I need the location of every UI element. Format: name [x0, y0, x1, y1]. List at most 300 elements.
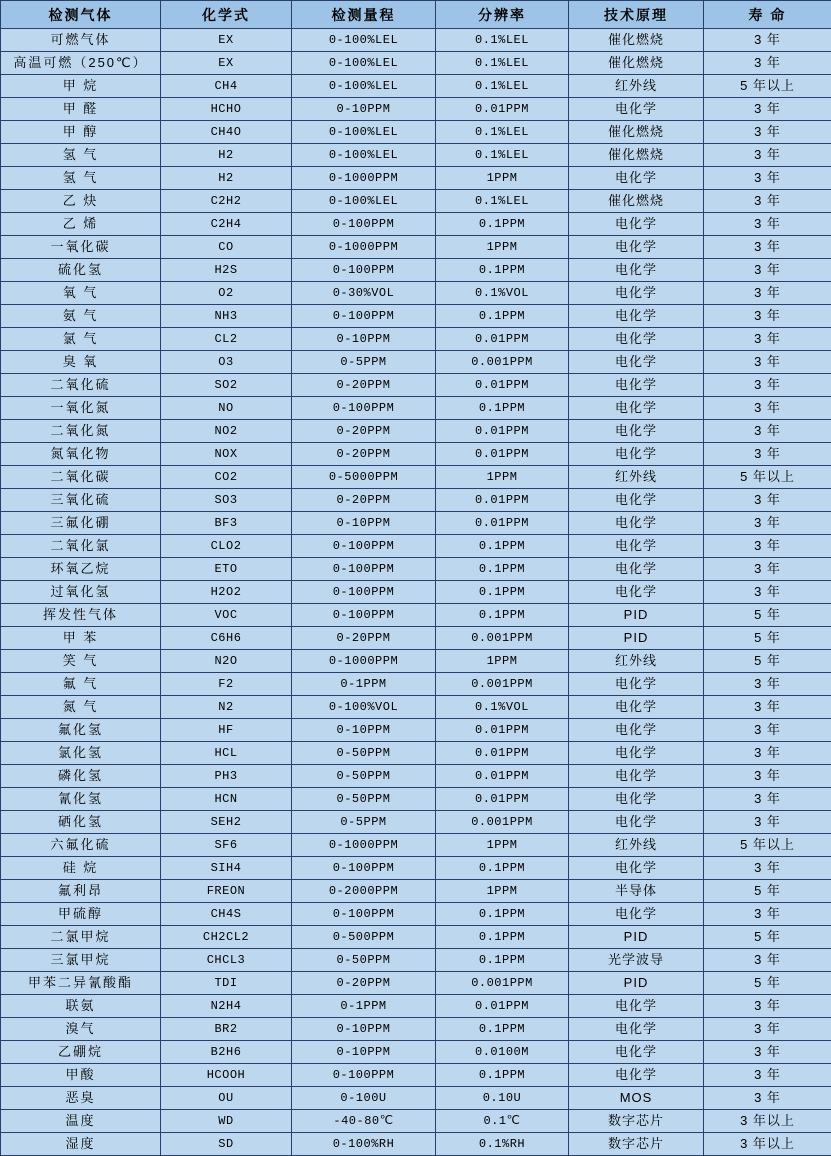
table-row — [1, 1133, 831, 1156]
cell-gas-name: 三氟化硼 — [1, 512, 161, 535]
table-row — [1, 121, 831, 144]
cell-gas-name: 氯 气 — [1, 328, 161, 351]
cell-chemical-formula: C2H4 — [161, 213, 292, 236]
cell-technology: PID — [569, 627, 704, 650]
cell-chemical-formula: CH4 — [161, 75, 292, 98]
cell-detection-range: 0-1PPM — [292, 995, 436, 1018]
table-row — [1, 489, 831, 512]
cell-chemical-formula: CO — [161, 236, 292, 259]
cell-detection-range: 0-20PPM — [292, 489, 436, 512]
table-row — [1, 397, 831, 420]
cell-chemical-formula: C6H6 — [161, 627, 292, 650]
cell-resolution: 0.1PPM — [436, 857, 569, 880]
cell-resolution: 0.1%LEL — [436, 144, 569, 167]
cell-lifespan: 5 年以上 — [704, 466, 831, 489]
cell-resolution: 0.1PPM — [436, 1018, 569, 1041]
cell-chemical-formula: C2H2 — [161, 190, 292, 213]
table-row — [1, 512, 831, 535]
cell-detection-range: 0-100PPM — [292, 903, 436, 926]
cell-lifespan: 3 年 — [704, 282, 831, 305]
cell-resolution: 0.1%LEL — [436, 75, 569, 98]
cell-technology: 电化学 — [569, 558, 704, 581]
cell-technology: 红外线 — [569, 650, 704, 673]
cell-lifespan: 3 年 — [704, 857, 831, 880]
cell-detection-range: 0-20PPM — [292, 972, 436, 995]
cell-detection-range: 0-30%VOL — [292, 282, 436, 305]
cell-technology: 电化学 — [569, 857, 704, 880]
cell-gas-name: 氯化氢 — [1, 742, 161, 765]
cell-detection-range: 0-100%LEL — [292, 52, 436, 75]
cell-lifespan: 3 年 — [704, 558, 831, 581]
cell-resolution: 0.001PPM — [436, 351, 569, 374]
cell-resolution: 0.1PPM — [436, 213, 569, 236]
cell-gas-name: 氰化氢 — [1, 788, 161, 811]
cell-technology: 数字芯片 — [569, 1110, 704, 1133]
cell-technology: 电化学 — [569, 213, 704, 236]
cell-chemical-formula: BR2 — [161, 1018, 292, 1041]
cell-resolution: 1PPM — [436, 880, 569, 903]
cell-chemical-formula: N2O — [161, 650, 292, 673]
cell-chemical-formula: SD — [161, 1133, 292, 1156]
cell-lifespan: 3 年 — [704, 328, 831, 351]
cell-chemical-formula: NO — [161, 397, 292, 420]
cell-detection-range: 0-50PPM — [292, 788, 436, 811]
cell-detection-range: 0-1000PPM — [292, 834, 436, 857]
table-row — [1, 29, 831, 52]
cell-gas-name: 挥发性气体 — [1, 604, 161, 627]
cell-technology: 电化学 — [569, 236, 704, 259]
table-row — [1, 604, 831, 627]
cell-gas-name: 溴气 — [1, 1018, 161, 1041]
cell-detection-range: 0-20PPM — [292, 420, 436, 443]
cell-resolution: 0.01PPM — [436, 719, 569, 742]
cell-chemical-formula: HF — [161, 719, 292, 742]
cell-chemical-formula: O2 — [161, 282, 292, 305]
table-row — [1, 1064, 831, 1087]
cell-technology: MOS — [569, 1087, 704, 1110]
cell-technology: 红外线 — [569, 834, 704, 857]
cell-gas-name: 氟利昂 — [1, 880, 161, 903]
cell-lifespan: 3 年 — [704, 259, 831, 282]
table-row — [1, 742, 831, 765]
cell-detection-range: 0-10PPM — [292, 328, 436, 351]
cell-gas-name: 二氧化硫 — [1, 374, 161, 397]
table-row — [1, 880, 831, 903]
cell-lifespan: 5 年 — [704, 650, 831, 673]
table-row — [1, 167, 831, 190]
cell-gas-name: 二氧化氯 — [1, 535, 161, 558]
cell-technology: 电化学 — [569, 282, 704, 305]
cell-gas-name: 二氧化碳 — [1, 466, 161, 489]
cell-technology: 催化燃烧 — [569, 190, 704, 213]
cell-detection-range: 0-10PPM — [292, 512, 436, 535]
cell-detection-range: 0-100PPM — [292, 1064, 436, 1087]
cell-technology: 电化学 — [569, 535, 704, 558]
table-row — [1, 305, 831, 328]
cell-detection-range: 0-20PPM — [292, 374, 436, 397]
cell-lifespan: 5 年以上 — [704, 834, 831, 857]
cell-resolution: 0.1%VOL — [436, 282, 569, 305]
cell-chemical-formula: H2O2 — [161, 581, 292, 604]
cell-chemical-formula: CL2 — [161, 328, 292, 351]
table-row — [1, 1041, 831, 1064]
cell-chemical-formula: O3 — [161, 351, 292, 374]
cell-gas-name: 六氟化硫 — [1, 834, 161, 857]
cell-technology: 光学波导 — [569, 949, 704, 972]
cell-chemical-formula: OU — [161, 1087, 292, 1110]
table-header-row — [1, 1, 831, 29]
cell-lifespan: 3 年 — [704, 443, 831, 466]
cell-resolution: 0.1℃ — [436, 1110, 569, 1133]
cell-gas-name: 可燃气体 — [1, 29, 161, 52]
cell-resolution: 0.1PPM — [436, 397, 569, 420]
cell-lifespan: 5 年 — [704, 972, 831, 995]
cell-resolution: 0.1PPM — [436, 949, 569, 972]
cell-resolution: 0.01PPM — [436, 742, 569, 765]
cell-gas-name: 甲苯二异氰酸酯 — [1, 972, 161, 995]
table-row — [1, 1018, 831, 1041]
cell-chemical-formula: SEH2 — [161, 811, 292, 834]
table-row — [1, 52, 831, 75]
cell-lifespan: 3 年 — [704, 535, 831, 558]
cell-gas-name: 乙 烯 — [1, 213, 161, 236]
cell-detection-range: 0-100PPM — [292, 581, 436, 604]
cell-chemical-formula: HCHO — [161, 98, 292, 121]
cell-resolution: 0.1PPM — [436, 259, 569, 282]
cell-chemical-formula: H2 — [161, 144, 292, 167]
cell-chemical-formula: B2H6 — [161, 1041, 292, 1064]
cell-technology: 电化学 — [569, 397, 704, 420]
table-row — [1, 98, 831, 121]
cell-lifespan: 3 年 — [704, 696, 831, 719]
cell-resolution: 0.01PPM — [436, 98, 569, 121]
table-row — [1, 535, 831, 558]
cell-resolution: 0.01PPM — [436, 788, 569, 811]
cell-technology: 电化学 — [569, 742, 704, 765]
cell-technology: 电化学 — [569, 328, 704, 351]
cell-lifespan: 3 年 — [704, 144, 831, 167]
cell-gas-name: 氮 气 — [1, 696, 161, 719]
cell-chemical-formula: NH3 — [161, 305, 292, 328]
cell-gas-name: 一氧化氮 — [1, 397, 161, 420]
cell-detection-range: 0-50PPM — [292, 742, 436, 765]
cell-resolution: 0.001PPM — [436, 972, 569, 995]
cell-chemical-formula: WD — [161, 1110, 292, 1133]
cell-resolution: 0.1%LEL — [436, 121, 569, 144]
table-row — [1, 1087, 831, 1110]
cell-lifespan: 3 年 — [704, 213, 831, 236]
cell-resolution: 0.1PPM — [436, 558, 569, 581]
cell-gas-name: 甲 苯 — [1, 627, 161, 650]
cell-technology: 催化燃烧 — [569, 29, 704, 52]
cell-resolution: 0.001PPM — [436, 673, 569, 696]
cell-resolution: 0.01PPM — [436, 765, 569, 788]
cell-lifespan: 5 年 — [704, 926, 831, 949]
cell-gas-name: 三氧化硫 — [1, 489, 161, 512]
cell-technology: 催化燃烧 — [569, 121, 704, 144]
cell-detection-range: 0-100%LEL — [292, 190, 436, 213]
cell-chemical-formula: N2 — [161, 696, 292, 719]
cell-gas-name: 乙硼烷 — [1, 1041, 161, 1064]
table-row — [1, 949, 831, 972]
cell-lifespan: 3 年 — [704, 121, 831, 144]
table-row — [1, 673, 831, 696]
table-row — [1, 351, 831, 374]
cell-chemical-formula: SO2 — [161, 374, 292, 397]
column-header-detection-range: 检测量程 — [292, 1, 436, 29]
cell-technology: 电化学 — [569, 98, 704, 121]
cell-detection-range: 0-500PPM — [292, 926, 436, 949]
table-row — [1, 857, 831, 880]
table-row — [1, 420, 831, 443]
cell-detection-range: 0-5000PPM — [292, 466, 436, 489]
cell-lifespan: 3 年 — [704, 167, 831, 190]
cell-lifespan: 5 年 — [704, 627, 831, 650]
cell-chemical-formula: CH2CL2 — [161, 926, 292, 949]
table-row — [1, 650, 831, 673]
cell-technology: 催化燃烧 — [569, 144, 704, 167]
cell-lifespan: 3 年 — [704, 765, 831, 788]
cell-lifespan: 3 年 — [704, 949, 831, 972]
cell-detection-range: 0-100PPM — [292, 558, 436, 581]
cell-chemical-formula: N2H4 — [161, 995, 292, 1018]
cell-lifespan: 3 年 — [704, 489, 831, 512]
table-row — [1, 213, 831, 236]
cell-technology: 电化学 — [569, 305, 704, 328]
cell-chemical-formula: F2 — [161, 673, 292, 696]
cell-chemical-formula: NOX — [161, 443, 292, 466]
cell-technology: 电化学 — [569, 673, 704, 696]
cell-resolution: 0.01PPM — [436, 328, 569, 351]
cell-resolution: 0.1PPM — [436, 903, 569, 926]
cell-lifespan: 3 年 — [704, 236, 831, 259]
table-row — [1, 972, 831, 995]
cell-chemical-formula: SO3 — [161, 489, 292, 512]
cell-technology: 电化学 — [569, 581, 704, 604]
cell-detection-range: 0-1PPM — [292, 673, 436, 696]
cell-lifespan: 3 年 — [704, 351, 831, 374]
table-row — [1, 834, 831, 857]
cell-gas-name: 过氧化氢 — [1, 581, 161, 604]
cell-technology: 半导体 — [569, 880, 704, 903]
cell-technology: 电化学 — [569, 788, 704, 811]
cell-technology: PID — [569, 926, 704, 949]
column-header-chemical-formula: 化学式 — [161, 1, 292, 29]
column-header-resolution: 分辨率 — [436, 1, 569, 29]
cell-resolution: 0.01PPM — [436, 420, 569, 443]
cell-detection-range: 0-100PPM — [292, 213, 436, 236]
cell-resolution: 0.001PPM — [436, 811, 569, 834]
cell-resolution: 0.001PPM — [436, 627, 569, 650]
cell-gas-name: 硅 烷 — [1, 857, 161, 880]
cell-gas-name: 臭 氧 — [1, 351, 161, 374]
cell-detection-range: 0-100%VOL — [292, 696, 436, 719]
cell-technology: 电化学 — [569, 696, 704, 719]
cell-gas-name: 一氧化碳 — [1, 236, 161, 259]
cell-detection-range: 0-1000PPM — [292, 236, 436, 259]
cell-detection-range: 0-100%LEL — [292, 29, 436, 52]
cell-chemical-formula: HCOOH — [161, 1064, 292, 1087]
cell-lifespan: 3 年 — [704, 1087, 831, 1110]
cell-technology: 电化学 — [569, 995, 704, 1018]
cell-resolution: 1PPM — [436, 466, 569, 489]
cell-technology: 电化学 — [569, 903, 704, 926]
table-row — [1, 1110, 831, 1133]
column-header-lifespan: 寿 命 — [704, 1, 831, 29]
cell-resolution: 0.1PPM — [436, 1064, 569, 1087]
cell-detection-range: 0-20PPM — [292, 627, 436, 650]
cell-detection-range: 0-100PPM — [292, 397, 436, 420]
cell-technology: 红外线 — [569, 466, 704, 489]
cell-detection-range: 0-50PPM — [292, 765, 436, 788]
cell-lifespan: 5 年 — [704, 880, 831, 903]
cell-chemical-formula: ETO — [161, 558, 292, 581]
cell-lifespan: 3 年 — [704, 788, 831, 811]
cell-chemical-formula: VOC — [161, 604, 292, 627]
cell-resolution: 0.01PPM — [436, 995, 569, 1018]
cell-chemical-formula: CHCL3 — [161, 949, 292, 972]
cell-detection-range: 0-100PPM — [292, 259, 436, 282]
cell-chemical-formula: PH3 — [161, 765, 292, 788]
cell-detection-range: 0-10PPM — [292, 719, 436, 742]
cell-gas-name: 联氨 — [1, 995, 161, 1018]
cell-chemical-formula: BF3 — [161, 512, 292, 535]
cell-lifespan: 3 年 — [704, 305, 831, 328]
table-row — [1, 75, 831, 98]
cell-technology: 电化学 — [569, 489, 704, 512]
cell-lifespan: 3 年以上 — [704, 1110, 831, 1133]
cell-resolution: 0.1PPM — [436, 581, 569, 604]
cell-lifespan: 3 年 — [704, 374, 831, 397]
cell-detection-range: 0-1000PPM — [292, 167, 436, 190]
table-row — [1, 236, 831, 259]
table-row — [1, 903, 831, 926]
cell-technology: 电化学 — [569, 1018, 704, 1041]
cell-resolution: 0.01PPM — [436, 489, 569, 512]
cell-gas-name: 二氯甲烷 — [1, 926, 161, 949]
table-row — [1, 558, 831, 581]
table-row — [1, 581, 831, 604]
cell-gas-name: 二氧化氮 — [1, 420, 161, 443]
cell-technology: 电化学 — [569, 811, 704, 834]
cell-resolution: 0.10U — [436, 1087, 569, 1110]
cell-lifespan: 5 年以上 — [704, 75, 831, 98]
cell-gas-name: 磷化氢 — [1, 765, 161, 788]
cell-gas-name: 甲酸 — [1, 1064, 161, 1087]
cell-detection-range: 0-10PPM — [292, 98, 436, 121]
cell-chemical-formula: CO2 — [161, 466, 292, 489]
cell-lifespan: 3 年 — [704, 512, 831, 535]
cell-lifespan: 3 年以上 — [704, 1133, 831, 1156]
cell-gas-name: 甲 烷 — [1, 75, 161, 98]
cell-detection-range: 0-100%LEL — [292, 144, 436, 167]
cell-resolution: 0.1PPM — [436, 604, 569, 627]
cell-gas-name: 氧 气 — [1, 282, 161, 305]
cell-chemical-formula: SIH4 — [161, 857, 292, 880]
cell-resolution: 0.1%LEL — [436, 29, 569, 52]
cell-detection-range: 0-5PPM — [292, 811, 436, 834]
cell-lifespan: 3 年 — [704, 903, 831, 926]
table-body — [1, 29, 831, 1156]
cell-gas-name: 乙 炔 — [1, 190, 161, 213]
column-header-gas-name: 检测气体 — [1, 1, 161, 29]
cell-lifespan: 5 年 — [704, 604, 831, 627]
cell-technology: 电化学 — [569, 443, 704, 466]
cell-chemical-formula: EX — [161, 29, 292, 52]
cell-detection-range: 0-100PPM — [292, 535, 436, 558]
cell-technology: 电化学 — [569, 420, 704, 443]
cell-technology: PID — [569, 972, 704, 995]
cell-lifespan: 3 年 — [704, 29, 831, 52]
cell-chemical-formula: H2S — [161, 259, 292, 282]
table-row — [1, 443, 831, 466]
cell-detection-range: 0-100PPM — [292, 305, 436, 328]
cell-gas-name: 高温可燃（250℃） — [1, 52, 161, 75]
column-header-technology: 技术原理 — [569, 1, 704, 29]
cell-technology: PID — [569, 604, 704, 627]
cell-detection-range: 0-100PPM — [292, 857, 436, 880]
cell-gas-name: 氟 气 — [1, 673, 161, 696]
cell-technology: 数字芯片 — [569, 1133, 704, 1156]
cell-detection-range: 0-2000PPM — [292, 880, 436, 903]
cell-detection-range: 0-1000PPM — [292, 650, 436, 673]
table-row — [1, 719, 831, 742]
cell-lifespan: 3 年 — [704, 98, 831, 121]
cell-detection-range: 0-100%LEL — [292, 75, 436, 98]
cell-gas-name: 甲 醇 — [1, 121, 161, 144]
cell-lifespan: 3 年 — [704, 190, 831, 213]
cell-chemical-formula: FREON — [161, 880, 292, 903]
cell-gas-name: 温度 — [1, 1110, 161, 1133]
table-row — [1, 995, 831, 1018]
cell-gas-name: 氢 气 — [1, 167, 161, 190]
cell-resolution: 0.1%LEL — [436, 52, 569, 75]
cell-gas-name: 甲硫醇 — [1, 903, 161, 926]
table-row — [1, 696, 831, 719]
cell-lifespan: 3 年 — [704, 52, 831, 75]
cell-resolution: 1PPM — [436, 236, 569, 259]
cell-gas-name: 恶臭 — [1, 1087, 161, 1110]
cell-resolution: 0.1PPM — [436, 926, 569, 949]
table-row — [1, 926, 831, 949]
cell-technology: 红外线 — [569, 75, 704, 98]
cell-gas-name: 笑 气 — [1, 650, 161, 673]
table-row — [1, 328, 831, 351]
cell-resolution: 0.1PPM — [436, 305, 569, 328]
cell-resolution: 0.1PPM — [436, 535, 569, 558]
cell-chemical-formula: NO2 — [161, 420, 292, 443]
cell-lifespan: 3 年 — [704, 420, 831, 443]
cell-gas-name: 硫化氢 — [1, 259, 161, 282]
cell-chemical-formula: SF6 — [161, 834, 292, 857]
cell-chemical-formula: CH4S — [161, 903, 292, 926]
table-row — [1, 811, 831, 834]
cell-resolution: 1PPM — [436, 650, 569, 673]
cell-gas-name: 氢 气 — [1, 144, 161, 167]
cell-resolution: 0.1%RH — [436, 1133, 569, 1156]
cell-detection-range: 0-10PPM — [292, 1018, 436, 1041]
cell-lifespan: 3 年 — [704, 673, 831, 696]
table-row — [1, 259, 831, 282]
cell-lifespan: 3 年 — [704, 581, 831, 604]
table-row — [1, 374, 831, 397]
table-row — [1, 765, 831, 788]
cell-technology: 电化学 — [569, 719, 704, 742]
table-row — [1, 466, 831, 489]
table-row — [1, 282, 831, 305]
cell-chemical-formula: CH4O — [161, 121, 292, 144]
cell-resolution: 1PPM — [436, 834, 569, 857]
